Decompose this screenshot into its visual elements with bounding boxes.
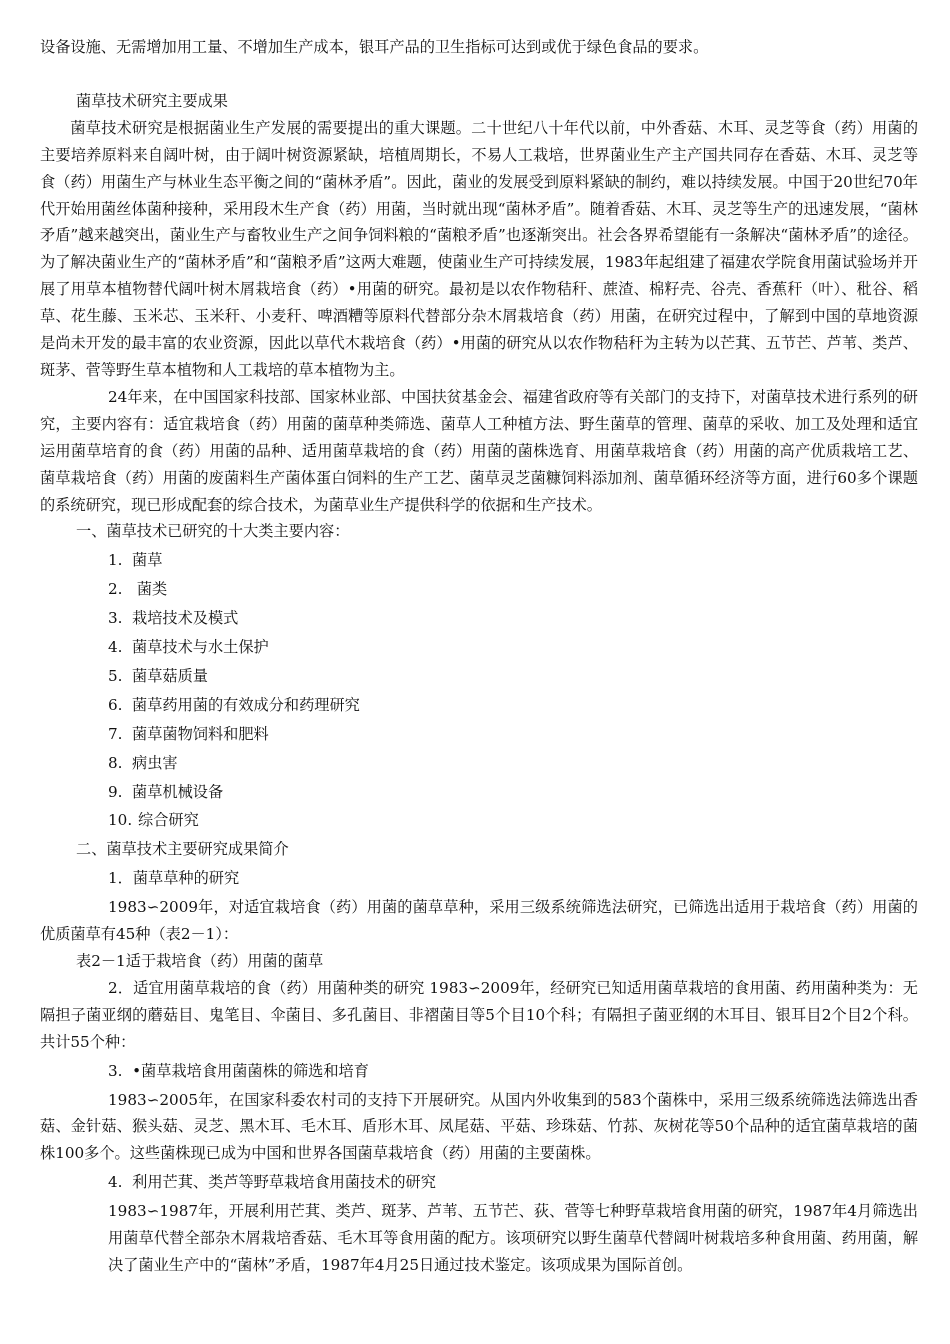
list-text: 菌草菌物饲料和肥料 bbox=[132, 724, 269, 743]
heading-one: 一、菌草技术已研究的十大类主要内容： bbox=[76, 522, 350, 541]
background-paragraph: 菌草技术研究是根据菌业生产发展的需要提出的重大课题。二十世纪八十年代以前，中外香菇、木耳、灵芝等食（药）用菌的主要培养原料来自阔叶树，由于阔叶树资源紧缺，培植周期长，不易人工栽培，世界菌业生产主产国共同存在香菇、木耳、灵芝等食（药）用菌生产与林业生态平衡之间的“菌林矛盾”。因此，菌业的发展受到原料紧缺的制约，难以持续发展。中国于20世纪70年代开始用菌丝体菌种接种，采用段木生产食（药）用菌，当时就出现“菌林矛盾”。随着香菇、木耳、灵芝等生产的迅速发展，“菌林矛盾”越来越突出，菌业生产与畜牧业生产之间争饲料粮的“菌粮矛盾”也逐渐突出。社会各界希望能有一条解决“菌林矛盾”的途径。为了解决菌业生产的“菌林矛盾”和“菌粮矛盾”这两大难题，使菌业生产可持续发展，1983年起组建了福建农学院食用菌试验场并开展了用草本植物替代阔叶树木屑栽培食（药）•用菌的研究。最初是以农作物秸秆、蔗渣、棉籽壳、谷壳、香蕉秆（叶）、秕谷、稻草、花生藤、玉米芯、玉米秆、小麦秆、啤酒糟等原料代替部分杂木屑栽培食（药）用菌，在研究过程中，了解到中国的草地资源是尚未开发的最丰富的农业资源，因此以草代木栽培食（药）•用菌的研究从以农作物秸秆为主转为以芒萁、五节芒、芦苇、类芦、斑茅、菅等野生草本植物和人工栽培的草本植物为主。 bbox=[40, 118, 918, 379]
list-number: 9. bbox=[108, 782, 123, 801]
list-item bbox=[40, 721, 918, 748]
list-number: 3. bbox=[108, 609, 123, 628]
list-number: 4. bbox=[108, 638, 123, 657]
list-text: 菌草菇质量 bbox=[132, 666, 208, 685]
list-number: 7. bbox=[108, 724, 123, 743]
list-number: 6. bbox=[108, 695, 123, 714]
section-title: 菌草技术研究主要成果 bbox=[76, 91, 228, 110]
subsection-3-title: 3. •菌草栽培食用菌菌株的筛选和培育 bbox=[108, 1061, 369, 1080]
list-number: 10. bbox=[108, 811, 133, 830]
list-item bbox=[40, 663, 918, 690]
list-text: 病虫害 bbox=[132, 753, 178, 772]
list-item bbox=[40, 779, 918, 806]
list-text: 菌草机械设备 bbox=[132, 782, 224, 801]
list-number: 5. bbox=[108, 666, 123, 685]
list-item bbox=[40, 750, 918, 777]
list-text: 菌草 bbox=[132, 551, 163, 570]
list-item bbox=[40, 547, 918, 574]
list-text: 栽培技术及模式 bbox=[132, 609, 239, 628]
table-caption: 表2－1适于栽培食（药）用菌的菌草 bbox=[76, 952, 324, 970]
subsection-1-body: 1983∽2009年，对适宜栽培食（药）用菌的菌草草种，采用三级系统筛选法研究，已筛选出适用于栽培食（药）用菌的优质菌草有45种（表2－1）： bbox=[40, 898, 918, 944]
list-item bbox=[40, 576, 918, 603]
subsection-2-body: 2．适宜用菌草栽培的食（药）用菌种类的研究 1983∽2009年，经研究已知适用菌草栽培的食用菌、药用菌种类为：无隔担子菌亚纲的蘑菇目、鬼笔目、伞菌目、多孔菌目、非褶菌目等5个目10个科；有隔担子菌亚纲的木耳目、银耳目2个目2个科。共计55个种： bbox=[40, 978, 918, 1051]
list-item bbox=[40, 605, 918, 632]
document-page bbox=[40, 34, 918, 1279]
list-number: 1. bbox=[108, 551, 123, 570]
subsection-4-body: 1983∽1987年，开展利用芒萁、类芦、斑茅、芦苇、五节芒、荻、菅等七种野草栽培食用菌的研究，1987年4月筛选出用菌草代替全部杂木屑栽培香菇、毛木耳等食用菌的配方。该项研究以野生菌草代替阔叶树栽培多种食用菌、药用菌，解决了菌业生产中的“菌林”矛盾，1987年4月25日通过技术鉴定。该项成果为国际首创。 bbox=[108, 1202, 918, 1274]
list-text: 菌草技术与水土保护 bbox=[132, 638, 269, 657]
list-text: 菌类 bbox=[132, 580, 168, 599]
heading-two: 二、菌草技术主要研究成果简介 bbox=[76, 840, 289, 859]
blank-line bbox=[40, 61, 918, 88]
list-item bbox=[40, 807, 918, 834]
list-text: 菌草药用菌的有效成分和药理研究 bbox=[132, 695, 360, 714]
subsection-4-title: 4. 利用芒萁、类芦等野草栽培食用菌技术的研究 bbox=[108, 1173, 436, 1192]
subsection-1-title: 1．菌草草种的研究 bbox=[108, 869, 240, 888]
list-number: 2. bbox=[108, 580, 123, 599]
subsection-3-body: 1983∽2005年，在国家科委农村司的支持下开展研究。从国内外收集到的583个菌株中，采用三级系统筛选法筛选出香菇、金针菇、猴头菇、灵芝、黑木耳、毛木耳、盾形木耳、凤尾菇、平菇、珍珠菇、竹荪、灰树花等50个品种的适宜菌草栽培的菌株100多个。这些菌株现已成为中国和世界各国菌草栽培食（药）用菌的主要菌株。 bbox=[40, 1090, 918, 1163]
research-summary-paragraph: 24年来，在中国国家科技部、国家林业部、中国扶贫基金会、福建省政府等有关部门的支持下，对菌草技术进行系列的研究，主要内容有：适宜栽培食（药）用菌的菌草种类筛选、菌草人工种植方法、野生菌草的管理、菌草的采收、加工及处理和适宜运用菌草培育的食（药）用菌的品种、适用菌草栽培的食（药）用菌的菌株选育、用菌草栽培食（药）用菌的高产优质栽培工艺、菌草栽培食（药）用菌的废菌料生产菌体蛋白饲料的生产工艺、菌草灵芝菌糠饲料添加剂、菌草循环经济等方面，进行60多个课题的系统研究，现已形成配套的综合技术，为菌草业生产提供科学的依据和生产技术。 bbox=[40, 387, 918, 514]
list-number: 8. bbox=[108, 753, 123, 772]
list-item bbox=[40, 692, 918, 719]
intro-tail-paragraph: 设备设施、无需增加用工量、不增加生产成本，银耳产品的卫生指标可达到或优于绿色食品的要求。 bbox=[40, 38, 709, 56]
list-text: 综合研究 bbox=[138, 811, 199, 830]
list-item bbox=[40, 634, 918, 661]
